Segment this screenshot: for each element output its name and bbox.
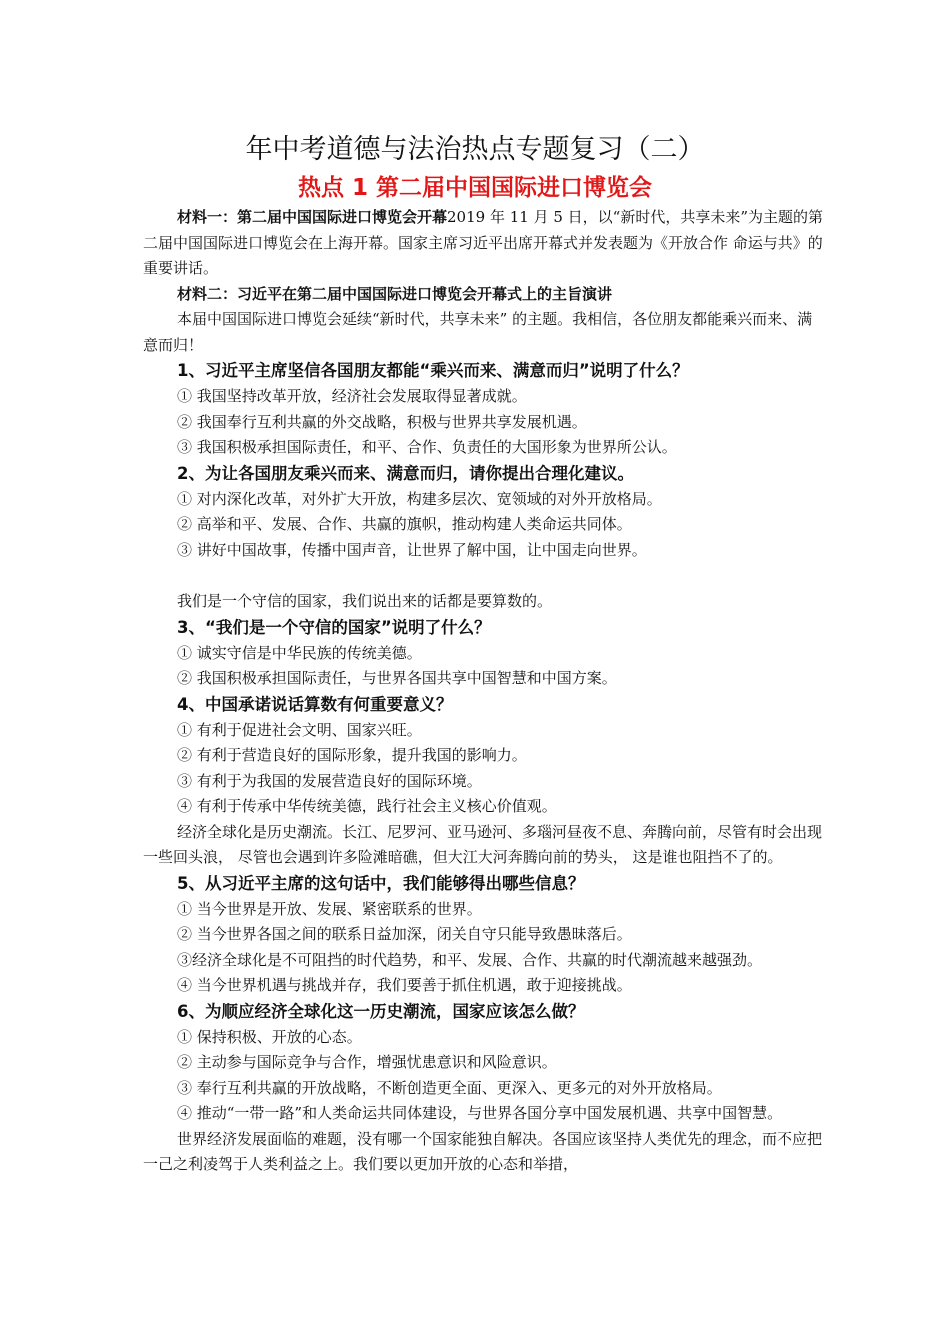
hotspot-title: 热点 1 第二届中国国际进口博览会 [297,175,653,201]
answer-3-1: ① 诚实守信是中华民族的传统美德。 [177,643,422,662]
answer-5-4: ④ 当今世界机遇与挑战并存，我们要善于抓住机遇，敢于迎接挑战。 [177,976,632,994]
answer-6-3: ③ 奉行互利共赢的开放战略，不断创造更全面、更深入、更多元的对外开放格局。 [177,1078,722,1097]
question-5: 5、从习近平主席的这句话中，我们能够得出哪些信息？ [177,873,585,893]
answer-4-1: ① 有利于促进社会文明、国家兴旺。 [177,720,422,739]
answer-3-2: ② 我国积极承担国际责任，与世界各国共享中国智慧和中国方案。 [177,669,617,687]
spacer [143,563,823,589]
answer-2-3: ③ 讲好中国故事，传播中国声音，让世界了解中国，让中国走向世界。 [177,540,647,559]
question-6: 6、为顺应经济全球化这一历史潮流，国家应该怎么做？ [177,1001,585,1021]
question-1: 1、习近平主席坚信各国朋友都能“乘兴而来、满意而归”说明了什么？ [177,361,689,380]
document-body [143,205,823,1178]
page-title: 年中考道德与法治热点专题复习（二） [245,134,705,165]
question-2: 2、为让各国朋友乘兴而来、满意而归，请你提出合理化建议。 [177,463,634,483]
material-one-text: 2019 年 11 月 5 日，以“新时代，共享未来”为主题的第二届中国国际进口博览会在上海开幕。国家主席习近平出席开幕式并发表题为《开放合作 命运与共》的重要讲话。 [143,208,823,277]
answer-4-4: ④ 有利于传承中华传统美德，践行社会主义核心价值观。 [177,797,557,815]
answer-4-2: ② 有利于营造良好的国际形象，提升我国的影响力。 [177,746,527,764]
material-one-label: 材料一：第二届中国国际进口博览会开幕 [177,208,448,226]
answer-1-3: ③ 我国积极承担国际责任，和平、合作、负责任的大国形象为世界所公认。 [177,438,677,456]
answer-6-1: ① 保持积极、开放的心态。 [177,1027,362,1046]
material-two-label: 材料二：习近平在第二届中国国际进口博览会开幕式上的主旨演讲 [177,284,613,303]
answer-5-2: ② 当今世界各国之间的联系日益加深，闭关自守只能导致愚昧落后。 [177,925,632,943]
answer-6-4: ④ 推动“一带一路”和人类命运共同体建设，与世界各国分享中国发展机遇、共享中国智慧。 [177,1104,783,1122]
question-3: 3、“我们是一个守信的国家”说明了什么？ [177,617,491,637]
answer-5-3: ③经济全球化是不可阻挡的时代趋势，和平、发展、合作、共赢的时代潮流越来越强劲。 [177,950,763,969]
answer-2-1: ① 对内深化改革，对外扩大开放，构建多层次、宽领域的对外开放格局。 [177,489,662,508]
answer-4-3: ③ 有利于为我国的发展营造良好的国际环境。 [177,771,482,790]
quote-1: 我们是一个守信的国家，我们说出来的话都是要算数的。 [177,592,553,610]
answer-6-2: ② 主动参与国际竞争与合作，增强忧患意识和风险意识。 [177,1053,557,1071]
material-one [143,205,823,282]
answer-1-2: ② 我国奉行互利共赢的外交战略，积极与世界共享发展机遇。 [177,412,587,431]
question-4: 4、中国承诺说话算数有何重要意义？ [177,694,453,714]
answer-2-2: ② 高举和平、发展、合作、共赢的旗帜，推动构建人类命运共同体。 [177,515,632,533]
quote-2: 经济全球化是历史潮流。长江、尼罗河、亚马逊河、多瑙河昼夜不息、奔腾向前，尽管有时会出现一些回头浪， 尽管也会遇到许多险滩暗礁，但大江大河奔腾向前的势头， 这是谁也阻挡不了的。 [143,822,823,866]
material-two-text: 本届中国国际进口博览会延续“新时代，共享未来” 的主题。我相信，各位朋友都能乘兴而来、满意而归！ [143,310,813,354]
answer-1-1: ① 我国坚持改革开放，经济社会发展取得显著成就。 [177,387,527,405]
quote-3: 世界经济发展面临的难题，没有哪一个国家能独自解决。各国应该坚持人类优先的理念，而不应把一己之利凌驾于人类利益之上。我们要以更加开放的心态和举措， [143,1129,823,1173]
answer-5-1: ① 当今世界是开放、发展、紧密联系的世界。 [177,899,482,918]
